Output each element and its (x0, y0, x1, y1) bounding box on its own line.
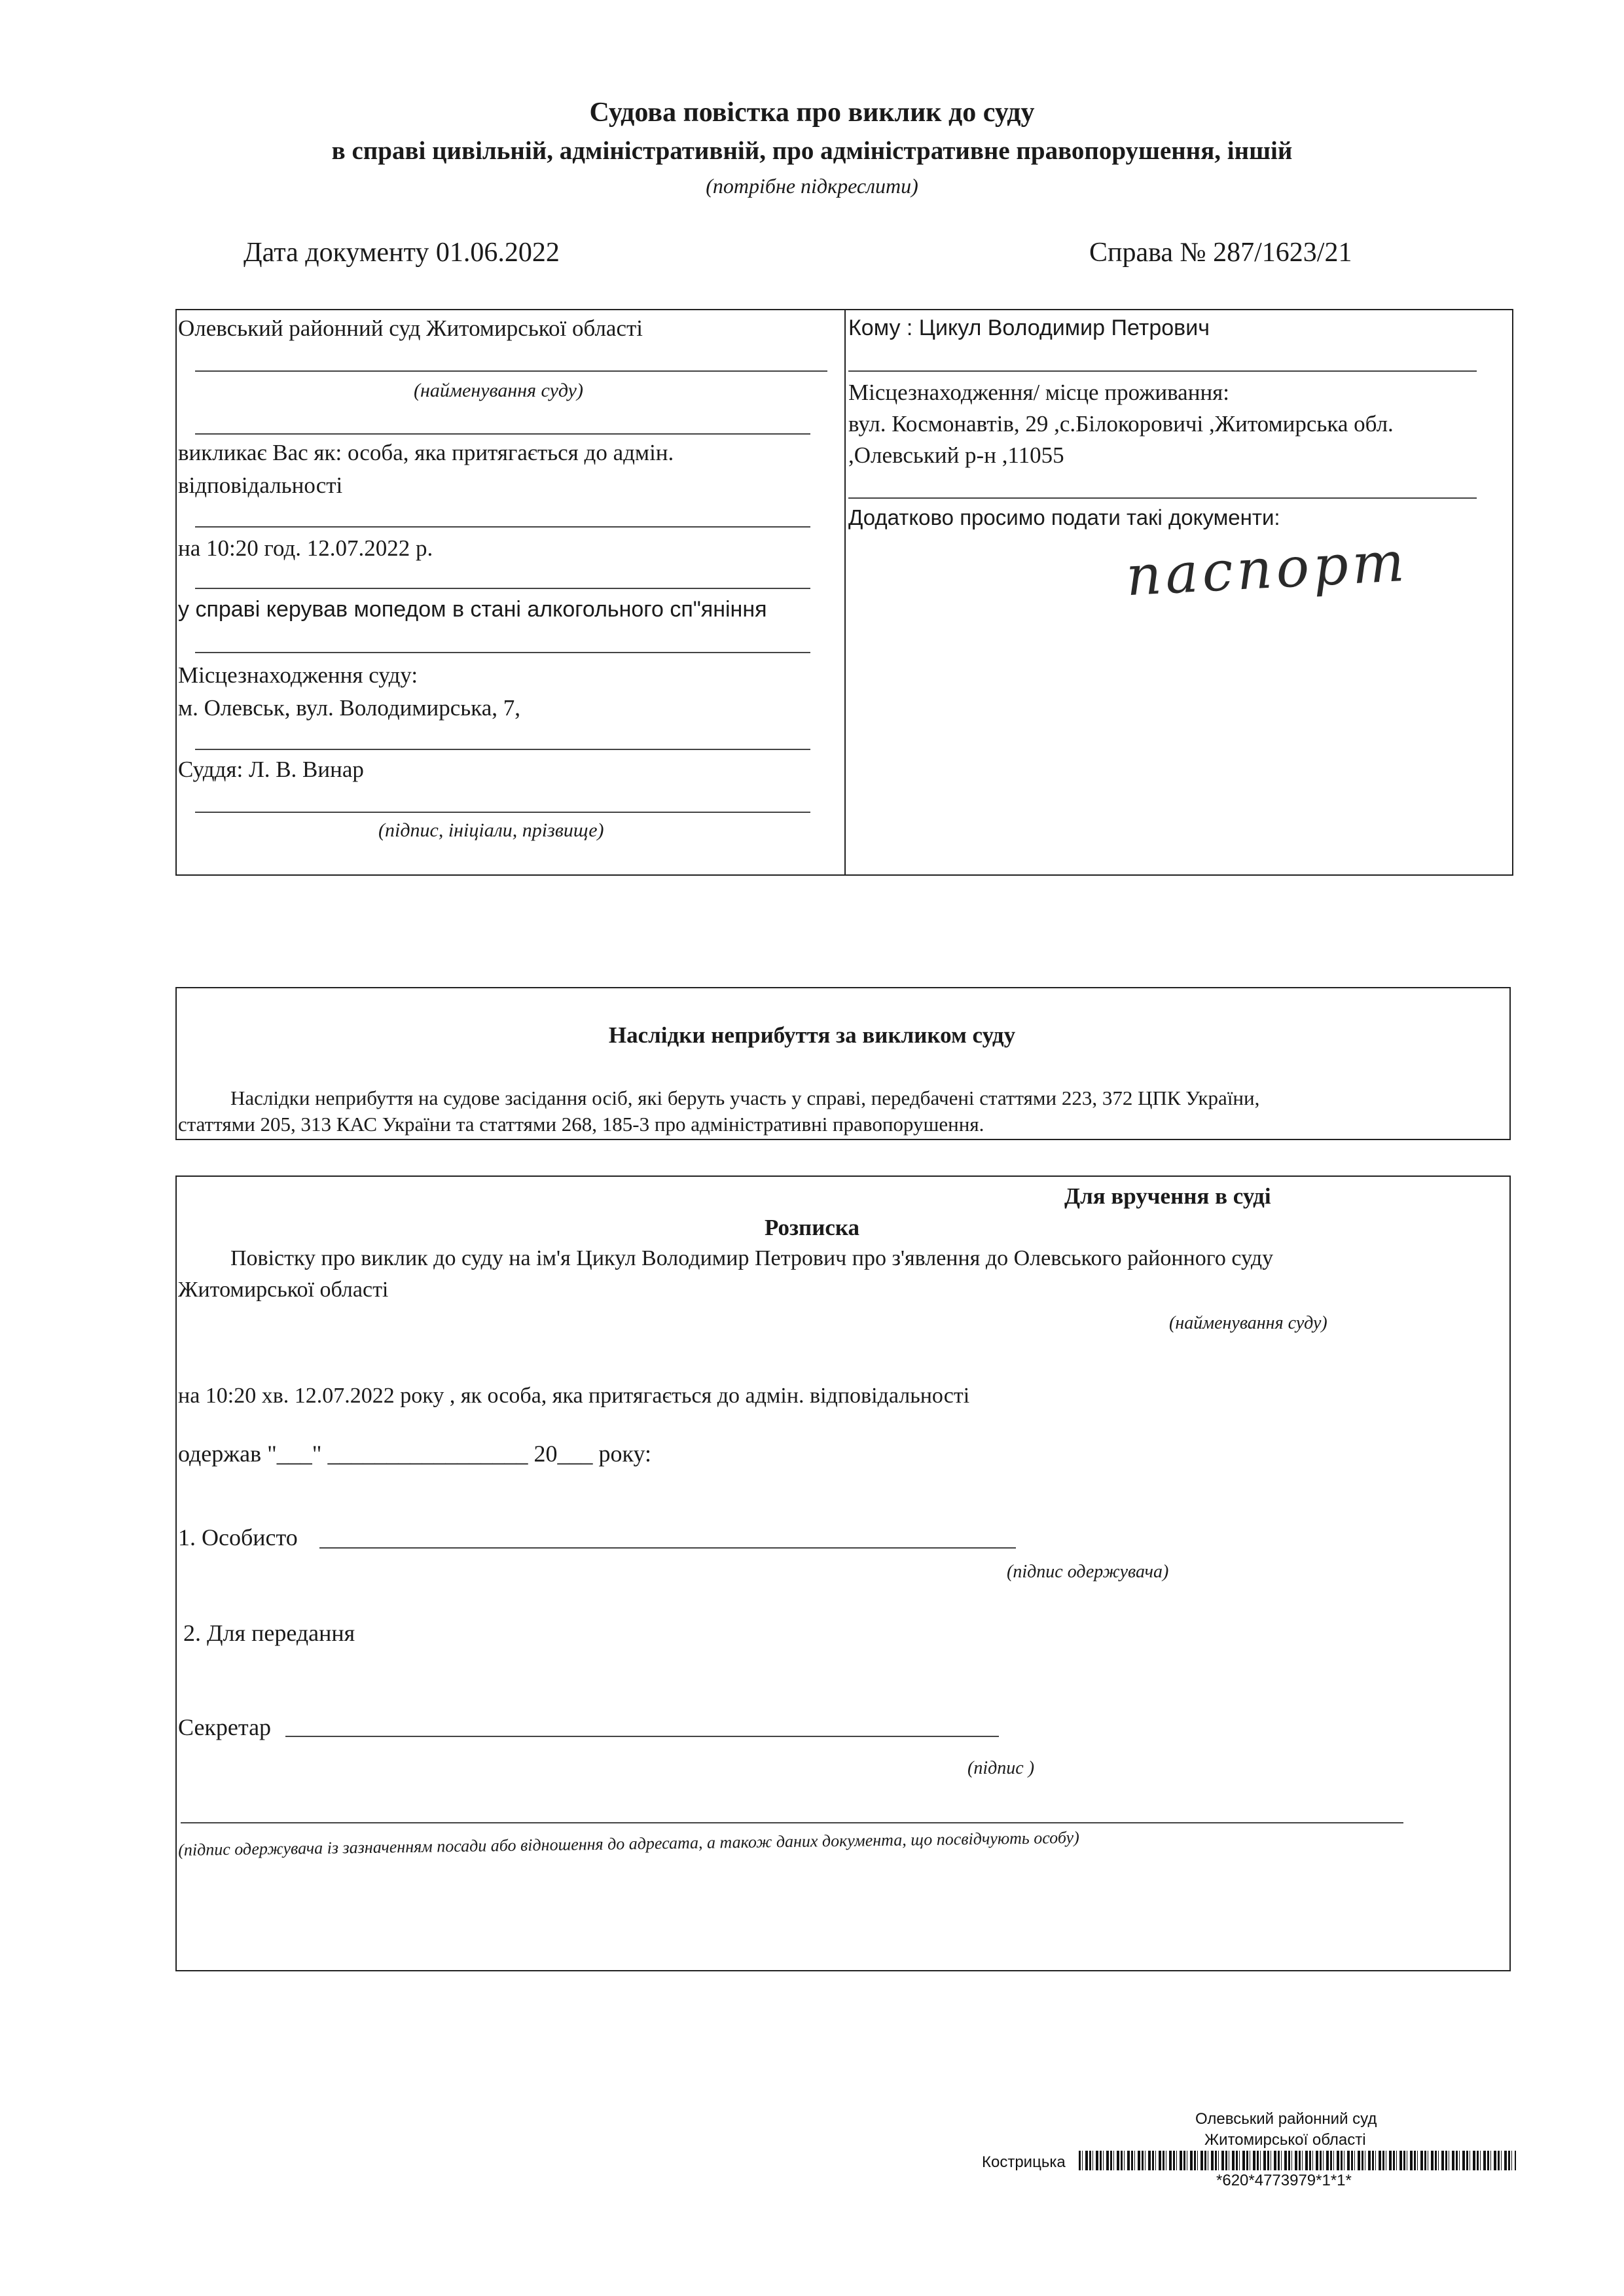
stamp-clerk: Кострицька (982, 2153, 1066, 2171)
secretary-label: Секретар (178, 1714, 272, 1740)
receipt-line1: Повістку про виклик до суду на ім'я Цикул Володимир Петрович про з'явлення до Олевського районного суду (230, 1246, 1274, 1270)
for-court-label: Для вручення в суді (1064, 1183, 1271, 1209)
address-line (195, 749, 810, 750)
consequences-text-line2: статтями 205, 313 КАС України та статтями 268, 185-3 про адміністративні правопорушення. (178, 1113, 984, 1136)
residence-line2: ,Олевський р-н ,11055 (848, 442, 1064, 468)
for-transfer-label: 2. Для передання (183, 1620, 355, 1646)
handwritten-document: паспорт (1124, 529, 1410, 609)
bottom-caption: (підпис одержувача із зазначенням посади або відношення до адресата, а також даних документа, що посвідчують особу) (178, 1827, 1079, 1859)
case-number: Справа № 287/1623/21 (1089, 238, 1352, 268)
receipt-court-caption: (найменування суду) (1169, 1313, 1327, 1333)
received-line: одержав "___" _________________ 20___ року: (178, 1441, 652, 1467)
residence-line1: вул. Космонавтів, 29 ,с.Білокоровичі ,Житомирська обл. (848, 411, 1394, 437)
court-caption: (найменування суду) (414, 380, 583, 401)
court-address: м. Олевськ, вул. Володимирська, 7, (178, 695, 521, 721)
judge-line (195, 812, 810, 813)
court-name: Олевський районний суд Житомирської області (178, 315, 643, 341)
stamp-court-line2: Житомирської області (1204, 2131, 1366, 2149)
residence-line (848, 497, 1477, 499)
case-subject: у справі керував мопедом в стані алкогольного сп"яніння (178, 597, 767, 622)
document-subtitle: в справі цивільній, адміністративній, про адміністративне правопорушення, іншій (331, 137, 1293, 165)
residence-label: Місцезнаходження/ місце проживання: (848, 380, 1229, 405)
summons-divider (844, 309, 846, 874)
judge-name: Суддя: Л. В. Винар (178, 757, 364, 782)
personally-sign-line (319, 1547, 1016, 1549)
secretary-sign-line (285, 1736, 999, 1737)
subject-line (195, 652, 810, 653)
recipient-sign-caption: (підпис одержувача) (1007, 1562, 1169, 1582)
document-title: Судова повістка про виклик до суду (589, 98, 1035, 128)
document-date: Дата документу 01.06.2022 (244, 238, 560, 268)
secretary-sign-caption: (підпис ) (967, 1758, 1035, 1778)
recipient-line (848, 370, 1477, 372)
personally-label: 1. Особисто (178, 1524, 298, 1551)
receipt-line2: Житомирської області (178, 1278, 389, 1302)
bottom-sign-line (181, 1822, 1403, 1823)
hearing-time: на 10:20 год. 12.07.2022 р. (178, 535, 433, 561)
receipt-time-line: на 10:20 хв. 12.07.2022 року , як особа, яка притягається до адмін. відповідальності (178, 1384, 970, 1408)
stamp-code: *620*4773979*1*1* (1216, 2172, 1352, 2189)
role-line (195, 526, 810, 528)
caption-line (195, 433, 810, 435)
court-name-line (195, 370, 827, 372)
judge-sign-caption: (підпис, ініціали, прізвище) (378, 819, 604, 841)
receipt-title: Розписка (764, 1215, 860, 1240)
barcode (1079, 2151, 1516, 2170)
summons-role-line1: викликає Вас як: особа, яка притягається до адмін. (178, 440, 674, 465)
summons-role-line2: відповідальності (178, 473, 343, 498)
court-location-label: Місцезнаходження суду: (178, 662, 418, 688)
consequences-title: Наслідки неприбуття за викликом суду (608, 1022, 1016, 1048)
time-line (195, 588, 810, 589)
consequences-text-line1: Наслідки неприбуття на судове засідання осіб, які беруть участь у справі, передбачені статтями 223, 372 ЦПК України, (230, 1086, 1260, 1109)
stamp-court-line1: Олевський районний суд (1195, 2110, 1377, 2128)
underline-note: (потрібне підкреслити) (706, 174, 918, 198)
documents-label: Додатково просимо подати такі документи: (848, 505, 1280, 529)
recipient-name: Кому : Цикул Володимир Петрович (848, 315, 1210, 340)
